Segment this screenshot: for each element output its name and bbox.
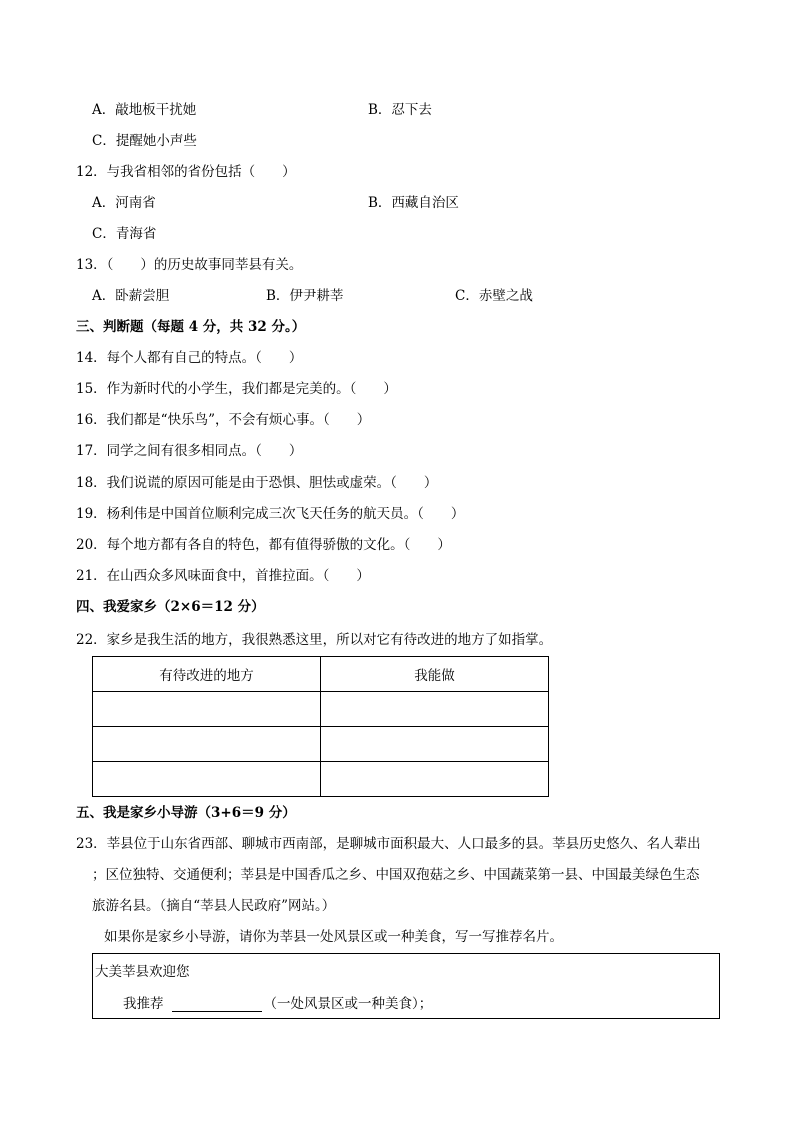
card-recommend-label: 我推荐 xyxy=(123,996,164,1012)
card-recommend-line xyxy=(123,996,432,1012)
q13-stem: 13．（ ）的历史故事同莘县有关。 xyxy=(76,257,303,273)
q23-line-1: 23．莘县位于山东省西部、聊城市西南部，是聊城市面积最大、人口最多的县。莘县历史悠久、名人辈出 xyxy=(76,836,701,852)
tf-item-18: 18．我们说谎的原因可能是由于恐惧、胆怯或虚荣。（ ） xyxy=(76,475,438,491)
q11-option-a: A．敲地板干扰她 xyxy=(92,102,197,118)
table-header-improve: 有待改进的地方 xyxy=(93,657,321,692)
table-cell[interactable] xyxy=(93,727,321,762)
table-cell[interactable] xyxy=(321,762,549,797)
table-cell[interactable] xyxy=(321,727,549,762)
q12-option-a: A．河南省 xyxy=(92,195,156,211)
q12-stem: 12．与我省相邻的省份包括（ ） xyxy=(76,164,296,180)
section5-title: 五、我是家乡小导游（3+6＝9 分） xyxy=(76,805,296,821)
tf-item-17: 17．同学之间有很多相同点。（ ） xyxy=(76,443,303,459)
q12-option-b: B．西藏自治区 xyxy=(368,195,459,211)
table-header-can-do: 我能做 xyxy=(321,657,549,692)
q11-option-b: B．忍下去 xyxy=(368,102,432,118)
table-row xyxy=(93,762,549,797)
table-row xyxy=(93,727,549,762)
q23-prompt: 如果你是家乡小导游，请你为莘县一处风景区或一种美食，写一写推荐名片。 xyxy=(104,929,563,945)
q23-line-3: 旅游名县。（摘自“莘县人民政府”网站。） xyxy=(92,898,336,914)
tf-item-14: 14．每个人都有自己的特点。（ ） xyxy=(76,350,303,366)
tf-item-19: 19．杨利伟是中国首位顺利完成三次飞天任务的航天员。（ ） xyxy=(76,506,465,522)
improvement-table xyxy=(92,656,549,797)
tf-item-20: 20．每个地方都有各自的特色，都有值得骄傲的文化。（ ） xyxy=(76,537,451,553)
table-cell[interactable] xyxy=(93,692,321,727)
tf-item-15: 15．作为新时代的小学生，我们都是完美的。（ ） xyxy=(76,381,397,397)
q11-option-c: C．提醒她小声些 xyxy=(92,133,197,149)
table-row xyxy=(93,692,549,727)
q13-option-c: C．赤壁之战 xyxy=(455,288,533,304)
q13-option-b: B．伊尹耕莘 xyxy=(266,288,344,304)
q13-option-a: A．卧薪尝胆 xyxy=(92,288,170,304)
q23-line-2: ；区位独特、交通便利；莘县是中国香瓜之乡、中国双孢菇之乡、中国蔬菜第一县、中国最美绿色生态 xyxy=(92,867,700,883)
table-cell[interactable] xyxy=(93,762,321,797)
recommend-blank[interactable] xyxy=(172,997,262,1012)
card-title: 大美莘县欢迎您 xyxy=(95,964,190,980)
q22-stem: 22．家乡是我生活的地方，我很熟悉这里，所以对它有待改进的地方了如指掌。 xyxy=(76,632,553,648)
tf-item-16: 16．我们都是“快乐鸟”，不会有烦心事。（ ） xyxy=(76,412,371,428)
section4-title: 四、我爱家乡（2×6＝12 分） xyxy=(76,599,265,615)
card-recommend-hint: （一处风景区或一种美食）； xyxy=(263,996,433,1012)
q12-option-c: C．青海省 xyxy=(92,226,157,242)
tf-item-21: 21．在山西众多风味面食中，首推拉面。（ ） xyxy=(76,568,370,584)
table-cell[interactable] xyxy=(321,692,549,727)
section3-title: 三、判断题（每题 4 分，共 32 分。） xyxy=(76,319,306,335)
recommendation-card xyxy=(92,953,720,1019)
